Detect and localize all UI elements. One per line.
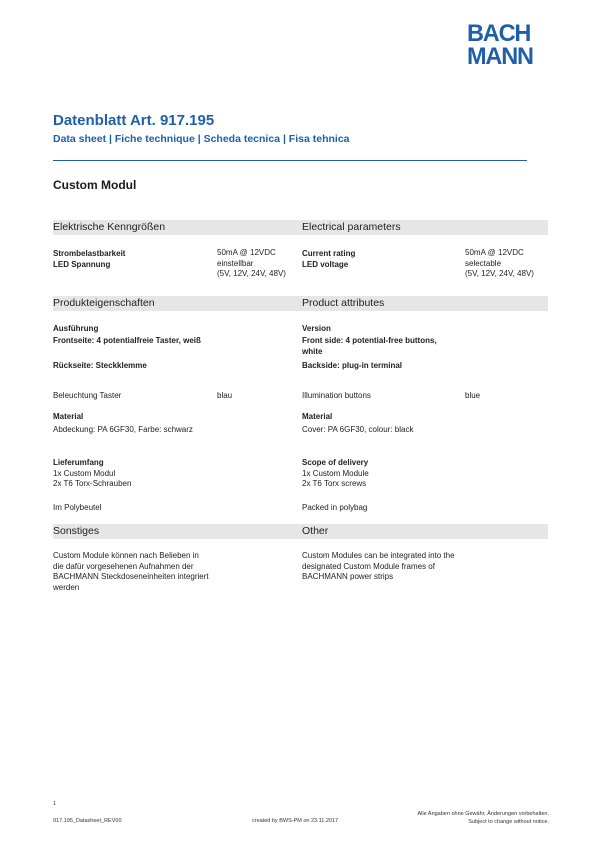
led-voltage-options-en: (5V, 12V, 24V, 48V) (465, 269, 534, 278)
scope-item2-de: 2x T6 Torx-Schrauben (53, 479, 132, 488)
other-text-de-line: die dafür vorgesehenen Aufnahmen der (53, 561, 194, 571)
material-label-de: Material (53, 412, 84, 421)
section-heading-electrical-en: Electrical parameters (302, 221, 401, 233)
other-text-de (53, 551, 209, 593)
current-rating-label-en: Current rating (302, 249, 356, 258)
disclaimer-line-de: Alle Angaben ohne Gewähr, Änderungen vorbehalten. (417, 811, 549, 817)
version-label-en: Version (302, 324, 331, 333)
section-heading-other-de: Sonstiges (53, 525, 100, 537)
front-side-en-line2: white (302, 347, 323, 356)
illumination-value-en: blue (465, 391, 481, 400)
bachmann-logo (467, 22, 553, 68)
disclaimer (418, 811, 550, 826)
scope-item1-de: 1x Custom Modul (53, 469, 116, 478)
page-subtitle: Data sheet | Fiche technique | Scheda tecnica | Fisa tehnica (53, 133, 350, 145)
section-bar-other (53, 524, 548, 539)
material-value-de: Abdeckung: PA 6GF30, Farbe: schwarz (53, 425, 193, 434)
packaging-de: Im Polybeutel (53, 503, 102, 512)
other-text-en-line: BACHMANN power strips (302, 572, 394, 581)
led-voltage-label-en: LED voltage (302, 260, 349, 269)
back-side-en: Backside: plug-in terminal (302, 361, 403, 370)
led-voltage-value-en: selectable (465, 259, 502, 268)
other-text-de-line: werden (53, 582, 80, 592)
illumination-label-en: Illumination buttons (302, 391, 371, 400)
logo-line-1: BACH (467, 20, 531, 47)
current-rating-value-en: 50mA @ 12VDC (465, 248, 524, 257)
scope-item1-en: 1x Custom Module (302, 469, 369, 478)
other-text-de-line: Custom Module können nach Belieben in (53, 551, 199, 560)
document-id: 917.195_Datasheet_REV00 (53, 818, 122, 824)
scope-item2-en: 2x T6 Torx screws (302, 479, 367, 488)
scope-label-en: Scope of delivery (302, 458, 369, 467)
other-text-en-line: Custom Modules can be integrated into the (302, 551, 455, 560)
led-voltage-value-de: einstellbar (217, 259, 254, 268)
section-heading-electrical-de: Elektrische Kenngrößen (53, 221, 166, 233)
scope-label-de: Lieferumfang (53, 458, 104, 467)
section-heading-other-en: Other (302, 525, 329, 537)
section-heading-product-en: Product attributes (302, 297, 385, 309)
product-name: Custom Modul (53, 178, 137, 192)
disclaimer-line-en: Subject to change without notice. (468, 818, 549, 825)
current-rating-label-de: Strombelastbarkeit (53, 249, 126, 258)
illumination-label-de: Beleuchtung Taster (53, 391, 122, 400)
led-voltage-label-de: LED Spannung (53, 260, 111, 269)
other-text-en-line: designated Custom Module frames of (302, 561, 435, 571)
header-divider (53, 160, 527, 161)
section-heading-product-de: Produkteigenschaften (53, 297, 155, 309)
current-rating-value-de: 50mA @ 12VDC (217, 248, 276, 257)
illumination-value-de: blau (217, 391, 233, 400)
material-value-en: Cover: PA 6GF30, colour: black (302, 425, 414, 434)
logo-line-2: MANN (467, 43, 533, 70)
page-title: Datenblatt Art. 917.195 (53, 112, 215, 129)
front-side-en-line1: Front side: 4 potential-free buttons, (302, 336, 437, 345)
other-text-de-line: BACHMANN Steckdoseneinheiten integriert (53, 572, 209, 581)
other-text-en (302, 551, 455, 583)
led-voltage-options-de: (5V, 12V, 24V, 48V) (217, 269, 286, 278)
page-number: 1 (53, 801, 57, 807)
front-side-de: Frontseite: 4 potentialfreie Taster, weiß (53, 336, 201, 345)
created-info: created by BWS-PM on 23.11.2017 (252, 818, 339, 824)
material-label-en: Material (302, 412, 333, 421)
back-side-de: Rückseite: Steckklemme (53, 361, 147, 370)
version-label-de: Ausführung (53, 324, 99, 333)
packaging-en: Packed in polybag (302, 503, 368, 512)
